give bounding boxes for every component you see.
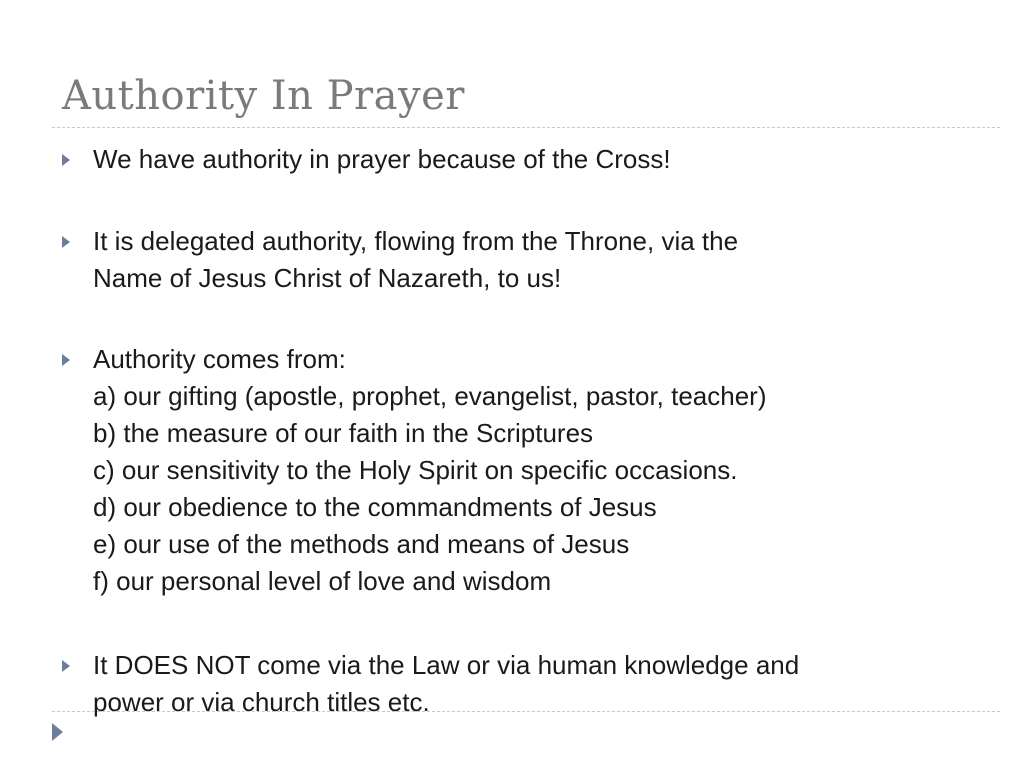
- triangle-bullet-icon: [62, 154, 70, 166]
- slide-title: Authority In Prayer: [62, 73, 465, 119]
- sub-item-line: e) our use of the methods and means of Jesus: [93, 529, 630, 559]
- bullet-item: [62, 223, 962, 297]
- triangle-bullet-icon: [62, 660, 70, 672]
- triangle-bullet-icon: [62, 354, 70, 366]
- triangle-bullet-icon: [62, 236, 70, 248]
- play-triangle-icon: [52, 723, 63, 741]
- bullet-item: [62, 141, 962, 178]
- title-divider: [52, 127, 1000, 128]
- bullet-text: [93, 341, 962, 600]
- bullet-item: [62, 647, 962, 721]
- sub-item-line: c) our sensitivity to the Holy Spirit on specific occasions.: [93, 455, 738, 485]
- footer-divider: [52, 711, 1000, 712]
- bullet-line: Authority comes from:: [93, 344, 346, 374]
- bullet-text: [93, 141, 962, 178]
- sub-item-line: f) our personal level of love and wisdom: [93, 566, 552, 596]
- bullet-item: [62, 341, 962, 600]
- bullet-line: We have authority in prayer because of the Cross!: [93, 144, 671, 174]
- sub-item-line: a) our gifting (apostle, prophet, evangelist, pastor, teacher): [93, 381, 767, 411]
- sub-item-line: b) the measure of our faith in the Scriptures: [93, 418, 594, 448]
- bullet-line: It is delegated authority, flowing from the Throne, via the: [93, 226, 739, 256]
- sub-item-line: d) our obedience to the commandments of Jesus: [93, 492, 657, 522]
- bullet-text: [93, 647, 962, 721]
- bullet-text: [93, 223, 962, 297]
- bullet-line: power or via church titles etc.: [93, 687, 430, 717]
- bullet-line: It DOES NOT come via the Law or via human knowledge and: [93, 650, 800, 680]
- bullet-line: Name of Jesus Christ of Nazareth, to us!: [93, 263, 562, 293]
